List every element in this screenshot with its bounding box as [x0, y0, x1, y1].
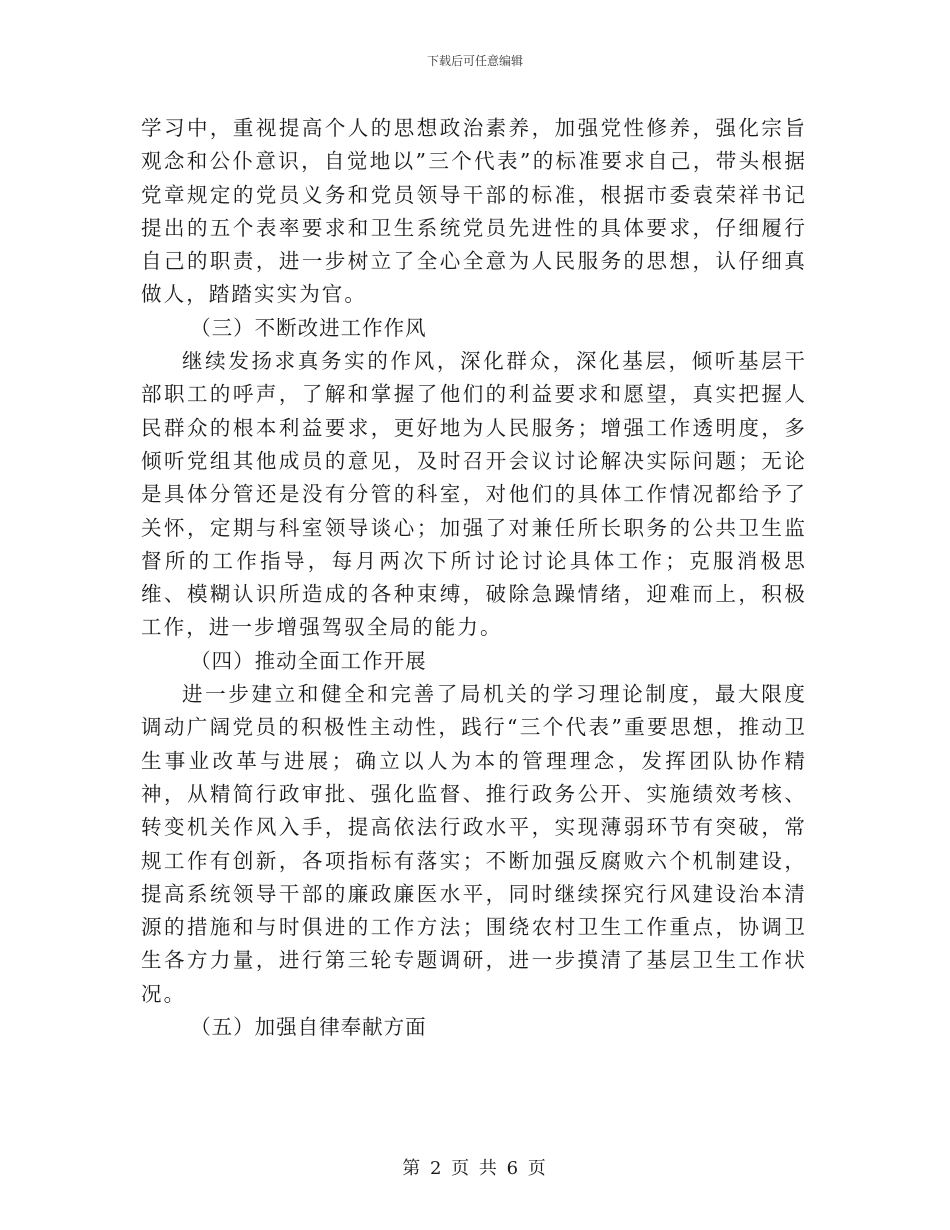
- header-note: 下载后可任意编辑: [426, 54, 523, 68]
- document-body: [141, 112, 807, 1044]
- paragraph-work-progress: 进一步建立和健全和完善了局机关的学习理论制度，最大限度调动广阔党员的积极性主动性，践行“三个代表”重要思想，推动卫生事业改革与进展；确立以人为本的管理理念，发挥团队协作精神，从精简行政审批、强化监督、推行政务公开、实施绩效考核、转变机关作风入手，提高依法行政水平，实现薄弱环节有突破，常规工作有创新，各项指标有落实；不断加强反腐败六个机制建设，提高系统领导干部的廉政廉医水平，同时继续探究行风建设治本清源的措施和与时俱进的工作方法；围绕农村卫生工作重点，协调卫生各方力量，进行第三轮专题调研，进一步摸清了基层卫生工作状况。: [141, 682, 807, 1006]
- section-heading-3: （三）不断改进工作作风: [190, 315, 427, 340]
- paragraph-study: 学习中，重视提高个人的思想政治素养，加强党性修养，强化宗旨观念和公仆意识，自觉地以”三个代表”的标准要求自己，带头根据党章规定的党员义务和党员领导干部的标准，根据市委袁荣祥书记提出的五个表率要求和卫生系统党员先进性的具体要求，仔细履行自己的职责，进一步树立了全心全意为人民服务的思想，认仔细真做人，踏踏实实为官。: [141, 116, 807, 307]
- section-heading-5: （五）加强自律奉献方面: [190, 1015, 427, 1040]
- page-number: 第 2 页 共 6 页: [402, 1158, 548, 1179]
- section-heading-4: （四）推动全面工作开展: [190, 648, 427, 673]
- paragraph-work-style: 继续发扬求真务实的作风，深化群众，深化基层，倾听基层干部职工的呼声，了解和掌握了他们的利益要求和愿望，真实把握人民群众的根本利益要求，更好地为人民服务；增强工作透明度，多倾听党组其他成员的意见，及时召开会议讨论解决实际问题；无论是具体分管还是没有分管的科室，对他们的具体工作情况都给予了关怀，定期与科室领导谈心；加强了对兼任所长职务的公共卫生监督所的工作指导，每月两次下所讨论讨论具体工作；克服消极思维、模糊认识所造成的各种束缚，破除急躁情绪，迎难而上，积极工作，进一步增强驾驭全局的能力。: [141, 349, 807, 640]
